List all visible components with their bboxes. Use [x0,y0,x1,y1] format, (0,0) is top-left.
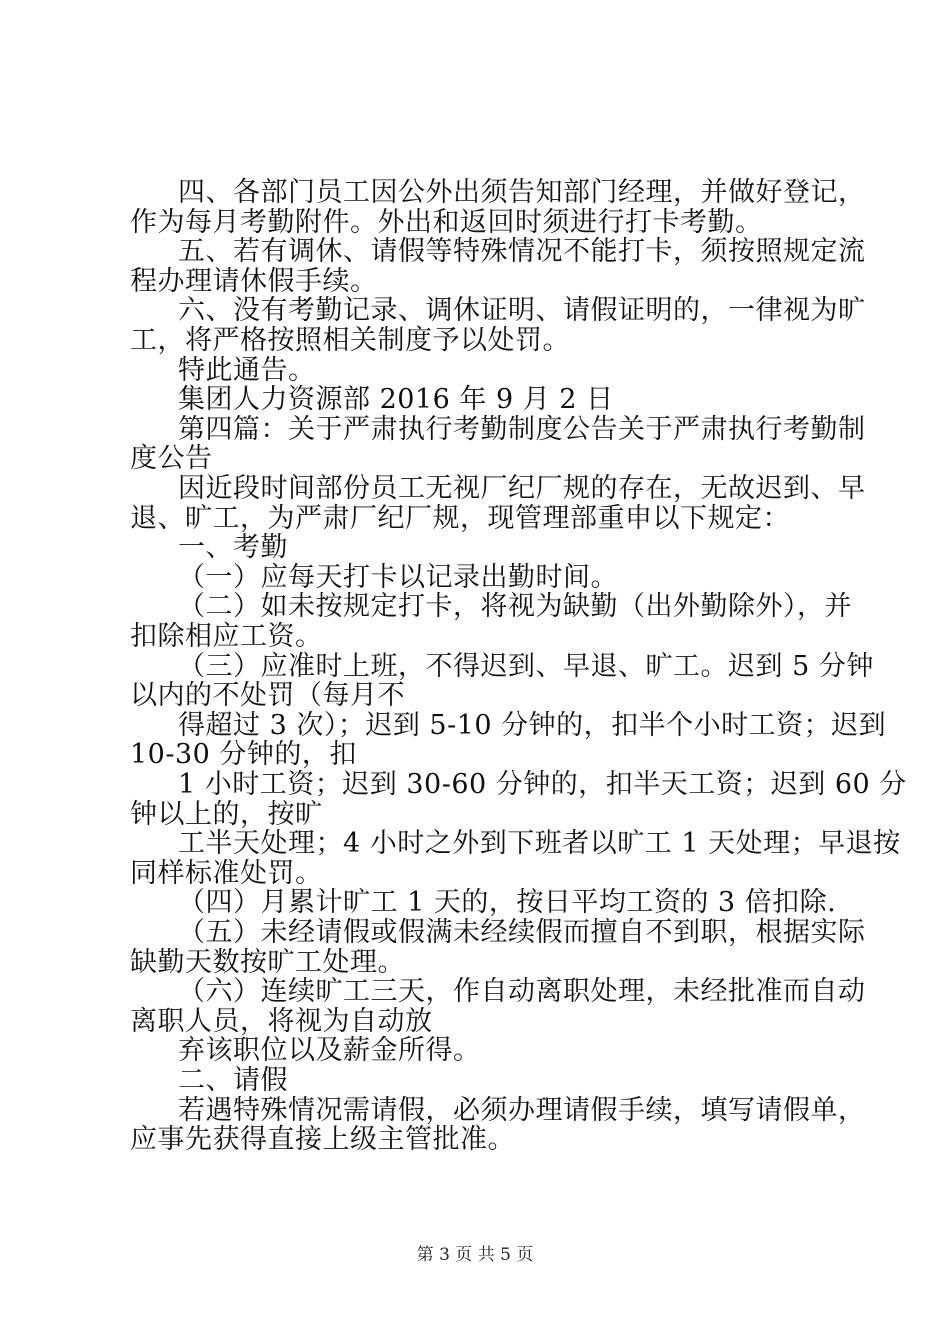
text-line: 作为每月考勤附件。外出和返回时须进行打卡考勤。 [130,207,763,238]
text-line: 工，将严格按照相关制度予以处罚。 [130,325,570,356]
text-line: 10-30 分钟的，扣 [130,739,357,770]
text-line: 六、没有考勤记录、调休证明、请假证明的，一律视为旷 [178,295,866,326]
text-line: （二）如未按规定打卡，将视为缺勤（出外勤除外），并 [178,591,852,622]
text-line: 弃该职位以及薪金所得。 [178,1035,481,1066]
text-line: 二、请假 [178,1065,288,1096]
text-line: （五）未经请假或假满未经续假而擅自不到职，根据实际 [178,917,866,948]
text-line: 五、若有调休、请假等特殊情况不能打卡，须按照规定流 [178,236,866,267]
page-number-footer: 第 3 页 共 5 页 [416,1245,534,1265]
text-line: （四）月累计旷工 1 天的，按日平均工资的 3 倍扣除. [178,887,837,918]
text-line: 工半天处理；4 小时之外到下班者以旷工 1 天处理；早退按 [178,828,901,859]
text-line: （一）应每天打卡以记录出勤时间。 [178,562,618,593]
text-line: 集团人力资源部 2016 年 9 月 2 日 [178,384,614,415]
text-line: 程办理请休假手续。 [130,266,378,297]
text-line: 若遇特殊情况需请假，必须办理请假手续，填写请假单， [178,1095,866,1126]
text-line: 特此通告。 [178,355,316,386]
text-line: 以内的不处罚（每月不 [130,680,405,711]
section-heading: 第四篇：关于严肃执行考勤制度公告关于严肃执行考勤制 [178,414,866,445]
text-line: 缺勤天数按旷工处理。 [130,947,405,978]
text-line: 得超过 3 次）；迟到 5-10 分钟的，扣半个小时工资；迟到 [178,710,887,741]
text-line: （六）连续旷工三天，作自动离职处理，未经批准而自动 [178,976,866,1007]
text-line: 应事先获得直接上级主管批准。 [130,1124,515,1155]
text-line: 退、旷工，为严肃厂纪厂规，现管理部重申以下规定： [130,503,790,534]
text-line: 一、考勤 [178,532,288,563]
text-line: 扣除相应工资。 [130,621,323,652]
text-line: 1 小时工资；迟到 30-60 分钟的，扣半天工资；迟到 60 分 [178,769,907,800]
text-line: 同样标准处罚。 [130,858,323,889]
text-line: （三）应准时上班，不得迟到、早退、旷工。迟到 5 分钟 [178,651,874,682]
text-line: 因近段时间部份员工无视厂纪厂规的存在，无故迟到、早 [178,473,866,504]
section-heading: 度公告 [130,443,213,474]
text-line: 离职人员，将视为自动放 [130,1006,433,1037]
text-line: 四、各部门员工因公外出须告知部门经理，并做好登记， [178,177,866,208]
text-line: 钟以上的，按旷 [130,799,323,830]
